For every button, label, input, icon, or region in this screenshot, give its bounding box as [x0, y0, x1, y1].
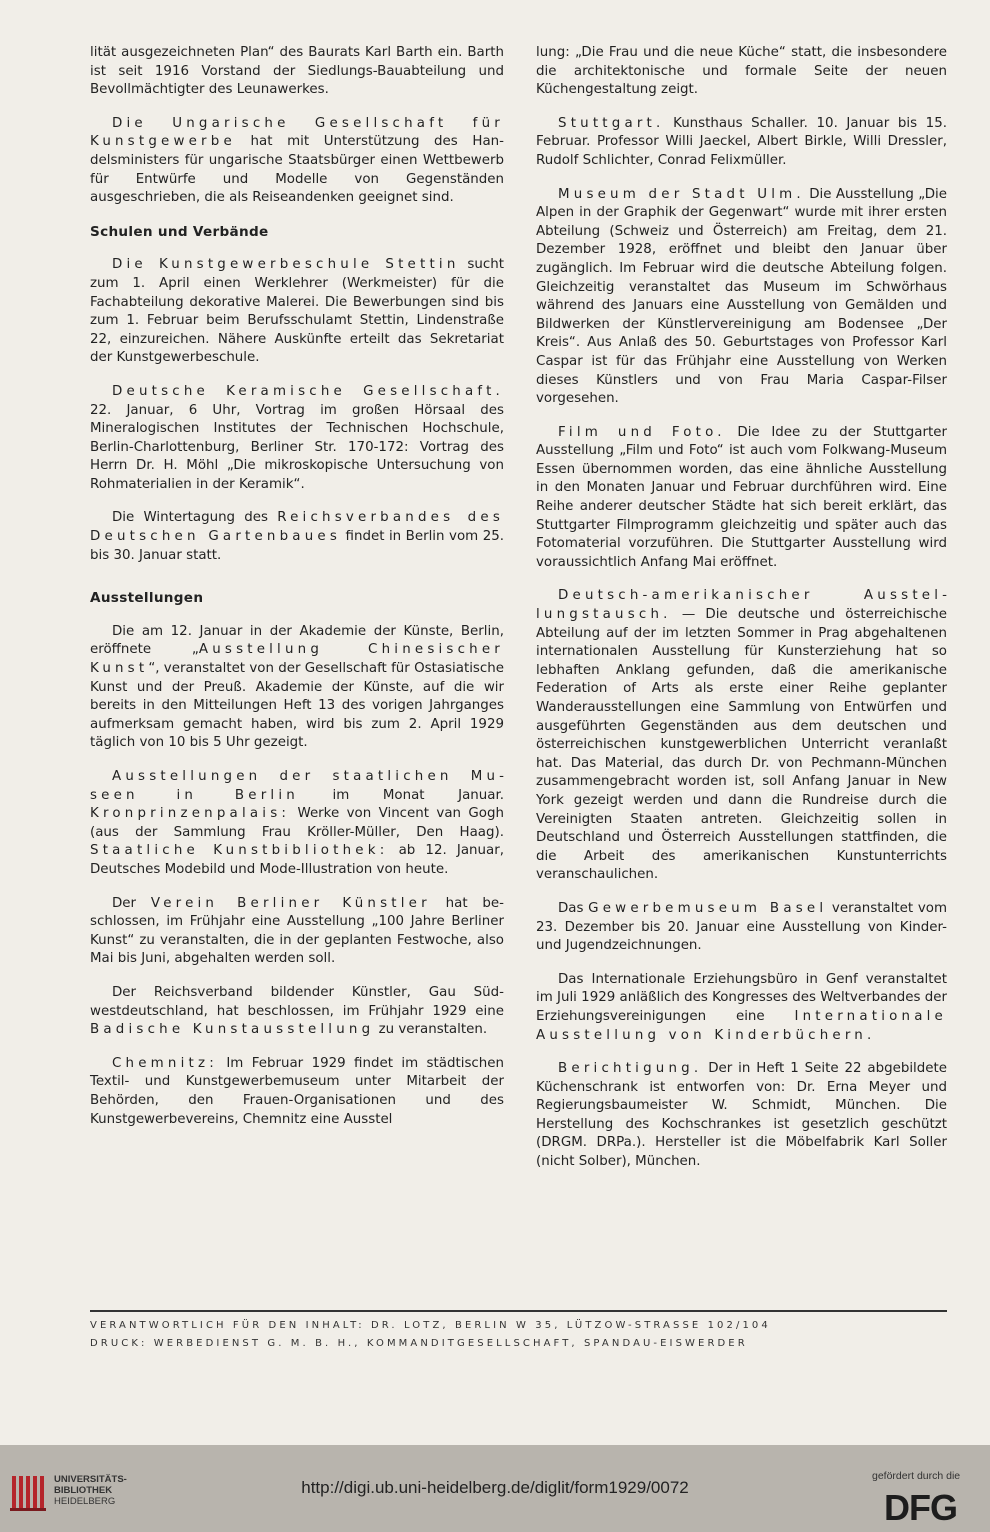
paragraph: lung: „Die Frau und die neue Küche“ statt, die insbesondere die architektonische und formale Seite der neuen Küchengestaltung zeigt. [536, 45, 947, 98]
imprint-printer: DRUCK: WERBEDIENST G. M. B. H., KOMMANDITGESELLSCHAFT, SPANDAU-EISWERDER [90, 1338, 748, 1349]
paragraph: Chemnitz: Im Februar 1929 findet im städtischen Textil- und Kunstgewerbemuseum unter Mitarbeit der Behörden, den Frauen-Organisationen und des Kunstgewerbevereins, Chemnitz eine Ausstel [90, 1055, 504, 1127]
paragraph: Das Internationale Erziehungsbüro in Genf veranstaltet im Juli 1929 anläßlich des Kongresses des Weltverbandes der Erziehungsvereinigungen eine Internationale Ausstellung von Kinderbüchern. [536, 971, 947, 1043]
paragraph: Berichtigung. Der in Heft 1 Seite 22 abgebildete Küchenschrank ist entworfen von: Dr. Erna Meyer und Regierungsbaumeister W. Schmidt, München. Die Herstellung des Kochschrankes ist gesetzlich geschützt (DRGM. DRPa.). Hersteller ist die Möbelfabrik Karl Soller (nicht Solber), München. [536, 1061, 947, 1170]
footer-rule [90, 1310, 947, 1312]
paragraph: Stuttgart. Kunsthaus Schaller. 10. Januar bis 15. Februar. Professor Willi Jaeckel, Albert Birkle, Willi Dressler, Rudolf Schlichter, Conrad Felixmüller. [536, 115, 947, 168]
paragraph: Der Verein Berliner Künstler hat beschlossen, im Frühjahr eine Ausstellung „100 Jahre Berliner Kunst“ zu veranstalten, die in der geplanten Festwoche, also Mai bis Juni, abgehalten werden soll. [90, 895, 504, 967]
section-heading-schulen: Schulen und Verbände [90, 223, 269, 240]
paragraph: lität ausgezeichneten Plan“ des Baurats Karl Barth ein. Barth ist seit 1916 Vorstand der Siedlungs-Bauabteilung und Bevollmächtigter des Leunawerkes. [90, 45, 504, 98]
left-column [90, 44, 504, 1144]
library-line: UNIVERSITÄTS- [54, 1474, 127, 1485]
paragraph: Ausstellungen der staatlichen Museen in Berlin im Monat Januar. Kronprinzenpalais: Werke von Vincent van Gogh (aus der Sammlung Frau Kröller-Müller, Den Haag). Staatliche Kunstbibliothek: ab 12. Januar, Deutsches Modebild und Mode-Illustration von heute. [90, 769, 504, 877]
paragraph: Museum der Stadt Ulm. Die Ausstellung „Die Alpen in der Graphik der Gegenwart“ wurde mit ihrer ersten Abteilung (Schweiz und Österreich) am Freitag, dem 21. Dezember 1928, eröffnet und bleibt den Januar über zugänglich. Im Februar wird die deutsche Abteilung folgen. Gleichzeitig veranstaltet das Museum im Schwörhaus während des Januars eine Ausstellung von Gemälden und Bildwerken der Künstlervereinigung am Bodensee „Der Kreis“. Aus Anlaß des 50. Geburtstages von Professor Karl Caspar ist für das Frühjahr eine Ausstellung von Werken dieses Künstlers und von Frau Maria Caspar-Filser vorgesehen. [536, 186, 947, 407]
paragraph: Die Ungarische Gesellschaft für Kunstgewerbe hat mit Unterstützung des Handelsministers für ungarische Staatsbürger einen Wettbewerb für Entwürfe und Modelle von Gegenständen ausgeschrieben, die als Reiseandenken geeignet sind. [90, 115, 504, 206]
paragraph: Deutsch-amerikanischer Ausstellungstausch. — Die deutsche und österreichische Abteilung auf der im letzten Sommer in Prag abgehaltenen internationalen Ausstellung für Kunsterziehung hat so lebhaften Anklang gefunden, daß die amerikanische Federation of Arts als erste einer Reihe geplanter Wanderausstellungen eine Sammlung von Entwürfen und ausgeführten Gegenständen aus dem deutschen und österreichischen kunstgewerblichen Unterricht veranlaßt hat. Das Material, das durch Dr. von Pechmann-München zusammengebracht worden ist, soll Anfang Januar in New York gezeigt werden und dann die Rundreise durch die Vereinigten Staaten antreten. Gleichzeitig sollen in Deutschland und Österreich Ausstellungen stattfinden, die die Arbeit des amerikanischen Kunstunterrichts veranschaulichen. [536, 588, 947, 883]
dfg-logo: DFG [884, 1487, 957, 1528]
paragraph: Der Reichsverband bildender Künstler, Gau Südwestdeutschland, hat beschlossen, im Frühjahr 1929 eine Badische Kunstausstellung zu veranstalten. [90, 984, 504, 1038]
paragraph: Die Wintertagung des Reichsverbandes des Deutschen Gartenbaues findet in Berlin vom 25. bis 30. Januar statt. [90, 510, 504, 563]
paragraph: Die am 12. Januar in der Akademie der Künste, Berlin, eröffnete „Ausstellung Chinesischer Kunst“, veranstaltet von der Gesellschaft für Ostasiatische Kunst und der Preuß. Akademie der Künste, auf die wir bereits in den Mitteilungen Heft 13 des vorigen Jahrganges aufmerksam gemacht haben, wird bis zum 2. April 1929 täglich von 10 bis 5 Uhr gezeigt. [90, 623, 505, 751]
right-column [536, 44, 947, 1187]
paragraph: Das Gewerbemuseum Basel veranstaltet vom 23. Dezember bis 20. Januar eine Ausstellung von Kinder- und Jugendzeichnungen. [536, 900, 947, 954]
library-line: HEIDELBERG [54, 1496, 116, 1507]
paragraph: Deutsche Keramische Gesellschaft. 22. Januar, 6 Uhr, Vortrag im großen Hörsaal des Mineralogischen Institutes der Technischen Hochschule, Berlin-Charlottenburg, Berliner Str. 170-172: Vortrag des Herrn Dr. H. Möhl „Die mikroskopische Untersuchung von Rohmaterialien in der Keramik“. [90, 383, 504, 492]
paragraph: Die Kunstgewerbeschule Stettin sucht zum 1. April einen Werklehrer (Werkmeister) für die Fachabteilung dekorative Malerei. Die Bewerbungen sind bis zum 1. Februar beim Berufsschulamt Stettin, Lindenstraße 22, einzureichen. Nähere Auskünfte erteilt das Sekretariat der Kunstgewerbeschule. [90, 257, 504, 366]
imprint-responsible: VERANTWORTLICH FÜR DEN INHALT: DR. LOTZ, BERLIN W 35, LÜTZOW-STRASSE 102/104 [90, 1320, 771, 1331]
library-line: BIBLIOTHEK [54, 1485, 113, 1496]
section-heading-ausstellungen: Ausstellungen [90, 590, 204, 607]
funding-caption: gefördert durch die [872, 1470, 961, 1482]
paragraph: Film und Foto. Die Idee zu der Stuttgarter Ausstellung „Film und Foto“ ist auch vom Folkwang-Museum Essen übernommen worden, das eine ähnliche Ausstellung in den Monaten Januar und Februar durchführen wird. Eine Reihe anderer deutscher Städte hat sich bereit erklärt, das Stuttgarter Filmprogramm gleichzeitig und später auch das Fotomaterial vorzuführen. Die Stuttgarter Ausstellung wird voraussichtlich Anfang Mai eröffnet. [536, 424, 947, 570]
permalink-url[interactable]: http://digi.ub.uni-heidelberg.de/diglit/form1929/0072 [301, 1478, 689, 1497]
